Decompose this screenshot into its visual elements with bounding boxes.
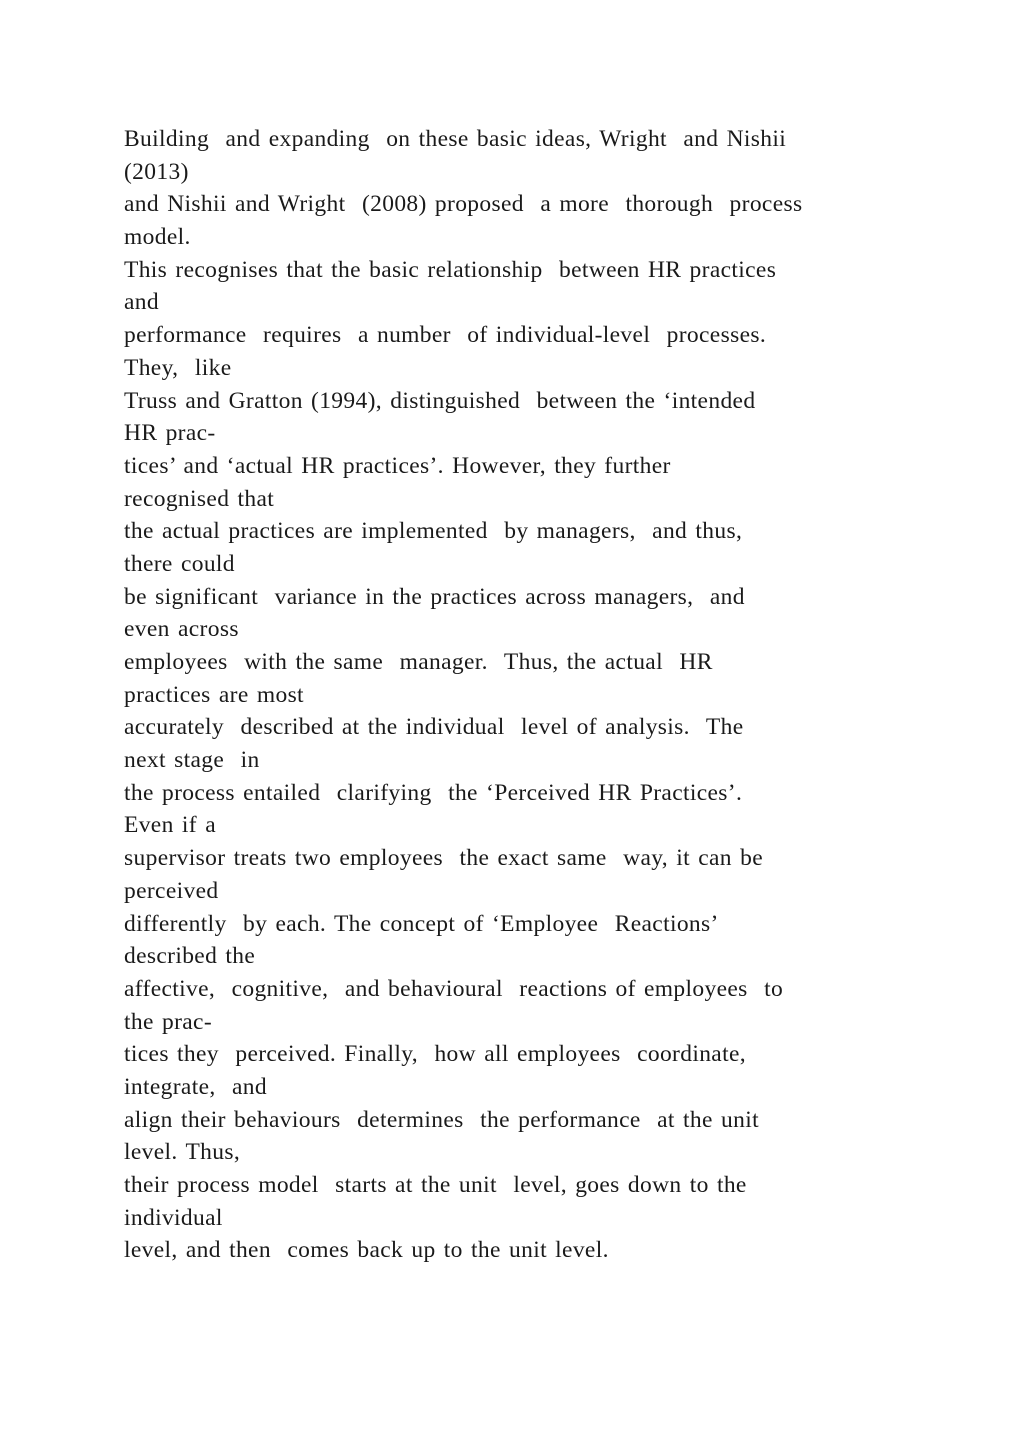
text-line: integrate, and [124, 1073, 268, 1100]
text-line: recognised that [124, 485, 275, 512]
text-line: employees with the same manager. Thus, the actual HR [124, 649, 713, 675]
text-line: and Nishii and Wright (2008) proposed a more thorough process [124, 191, 803, 218]
text-line: tices’ and ‘actual HR practices’. However, they further [124, 452, 671, 479]
text-line: Even if a [124, 812, 216, 839]
text-line: the actual practices are implemented by managers, and thus, [124, 518, 743, 545]
text-line: described the [124, 943, 256, 970]
text-line: This recognises that the basic relationship between HR practices [124, 256, 777, 283]
text-line: next stage in [124, 747, 260, 774]
text-line: even across [124, 616, 239, 643]
text-line: differently by each. The concept of ‘Employee Reactions’ [124, 910, 719, 937]
text-line: the prac- [124, 1008, 212, 1035]
text-line: Truss and Gratton (1994), distinguished between the ‘intended [124, 387, 756, 414]
text-line: there could [124, 550, 235, 577]
text-line: their process model starts at the unit level, goes down to the [124, 1172, 747, 1198]
text-line: (2013) [124, 158, 189, 185]
text-line: level, and then comes back up to the unit level. [124, 1237, 609, 1264]
text-line: supervisor treats two employees the exact same way, it can be [124, 845, 763, 872]
text-line: affective, cognitive, and behavioural reactions of employees to [124, 975, 784, 1002]
text-line: the process entailed clarifying the ‘Perceived HR Practices’. [124, 779, 743, 806]
text-line: be significant variance in the practices across managers, and [124, 583, 745, 610]
text-line: accurately described at the individual level of analysis. The [124, 714, 744, 741]
text-line: align their behaviours determines the performance at the unit [124, 1106, 759, 1133]
text-line: tices they perceived. Finally, how all employees coordinate, [124, 1041, 746, 1068]
text-line: HR prac- [124, 420, 216, 447]
text-line: Building and expanding on these basic ideas, Wright and Nishii [124, 126, 787, 152]
text-line: level. Thus, [124, 1139, 241, 1166]
text-line: model. [124, 224, 191, 251]
text-line: performance requires a number of individual-level processes. [124, 322, 767, 349]
text-line: perceived [124, 877, 219, 904]
text-line: They, like [124, 354, 232, 381]
body-text [124, 123, 924, 1267]
text-line: individual [124, 1204, 223, 1231]
text-line: practices are most [124, 681, 304, 708]
text-line: and [124, 289, 159, 316]
